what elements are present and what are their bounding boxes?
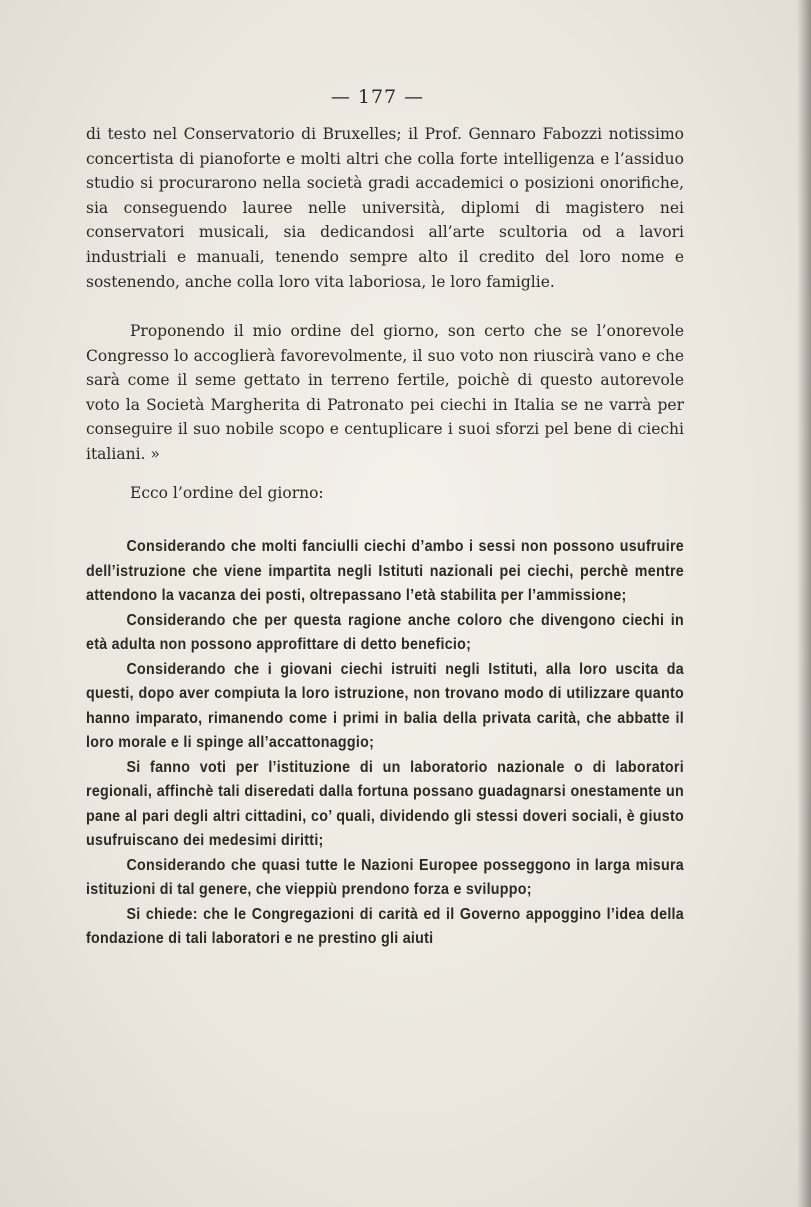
order-of-day-text (86, 535, 684, 952)
order-paragraph: Considerando che molti fanciulli ciechi d’ambo i sessi non possono usufruire dell’istruzione che viene impartita negli Istituti nazionali pei ciechi, perchè mentre attendono la vacanza dei posti, oltrepassano l’età stabilita per l’ammissione; (86, 538, 685, 604)
order-paragraph: Considerando che quasi tutte le Nazioni Europee posseggono in larga misura istituzioni di tal genere, che vieppiù prendono forza e sviluppo; (86, 856, 685, 898)
order-of-day-heading: Ecco l’ordine del giorno: (130, 484, 324, 502)
intro-paragraph-proposal (86, 319, 684, 467)
paragraph: di testo nel Conservatorio di Bruxelles; il Prof. Gennaro Fabozzi notissimo concertista di pianoforte e molti altri che colla forte intelligenza e l’assiduo studio si procurarono nella società gradi accademici o posizioni onorifiche, sia conseguendo lauree nelle università, diplomi di magistero nei conservatori musicali, sia dedicandosi all’arte scultoria od a lavori industriali e manuali, tenendo sempre alto il credito del loro nome e sostenendo, anche colla loro vita laboriosa, le loro famiglie. (86, 125, 684, 291)
page-edge-shadow (797, 0, 811, 1207)
page-number: — 177 — (330, 86, 425, 108)
order-paragraph: Considerando che i giovani ciechi istruiti negli Istituti, alla loro uscita da questi, dopo aver compiuta la loro istruzione, non trovano modo di utilizzare quanto hanno imparato, rimanendo come i primi in balia della privata carità, che abbatte il loro morale e li spinge all’accattonaggio; (86, 660, 685, 751)
order-paragraph: Si chiede: che le Congregazioni di carità ed il Governo appoggino l’idea della fondazione di tali laboratori e ne prestino gli aiuti (86, 905, 685, 947)
order-paragraph: Considerando che per questa ragione anche coloro che divengono ciechi in età adulta non possono approfittare di detto beneficio; (86, 611, 685, 653)
order-paragraph: Si fanno voti per l’istituzione di un laboratorio nazionale o di laboratori regionali, affinchè tali diseredati dalla fortuna possano guadagnarsi onestamente un pane al pari degli altri cittadini, co’ quali, dividendo gli stessi doveri sociali, è giusto usufruiscano dei medesimi diritti; (86, 758, 685, 849)
intro-paragraph-continuation (86, 122, 684, 294)
paragraph: Proponendo il mio ordine del giorno, son certo che se l’onorevole Congresso lo accoglierà favorevolmente, il suo voto non riuscirà vano e che sarà come il seme gettato in terreno fertile, poichè di questo autorevole voto la Società Margherita di Patronato pei ciechi in Italia se ne varrà per conseguire il suo nobile scopo e centuplicare i suoi sforzi pel bene di ciechi italiani. » (86, 322, 684, 463)
